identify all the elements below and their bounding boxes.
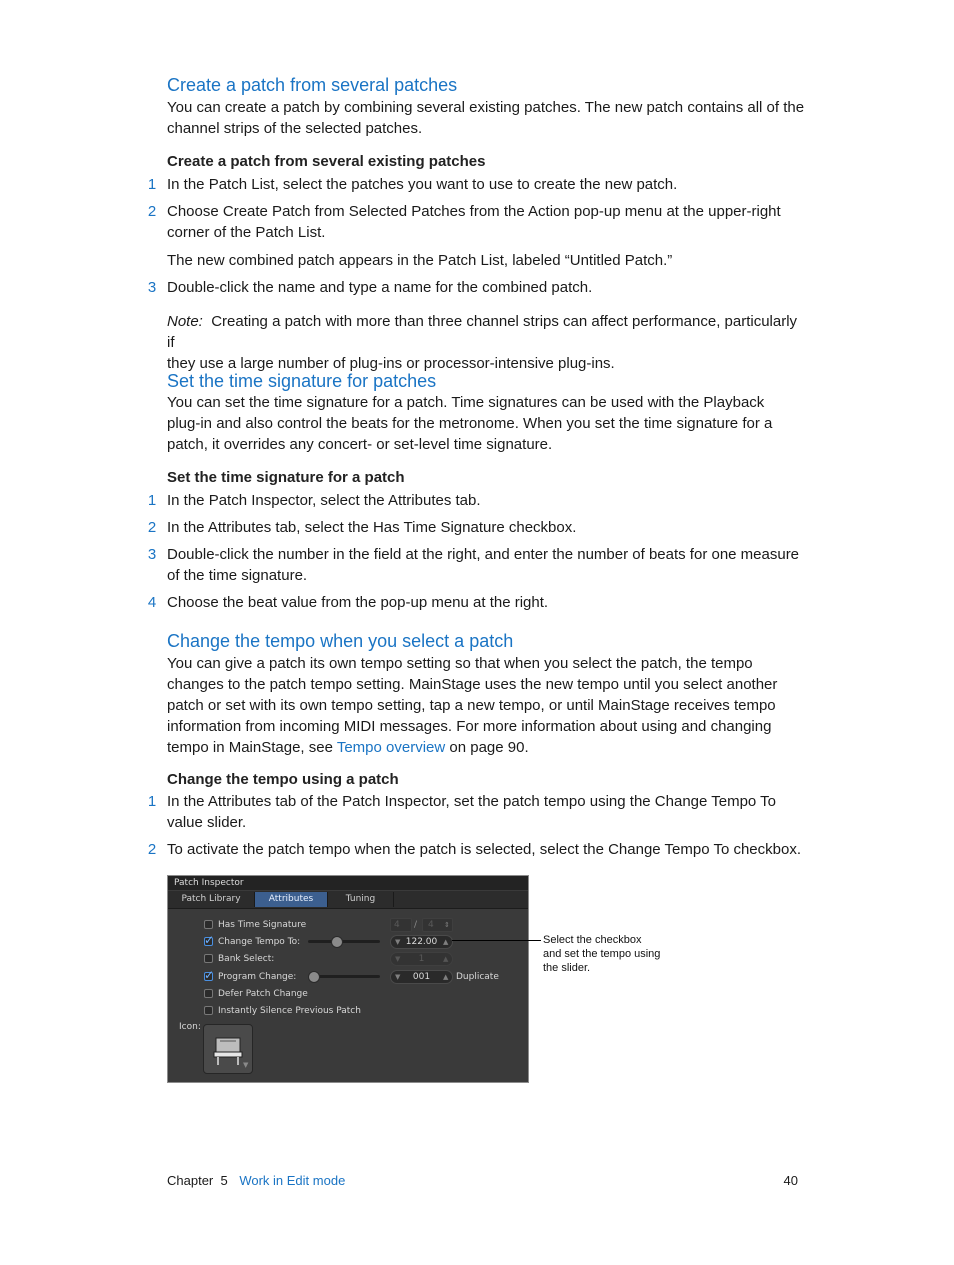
intro-paragraph: [167, 392, 807, 455]
increment-arrow-icon[interactable]: ▲: [443, 955, 449, 963]
tempo-value-field[interactable]: [390, 935, 453, 949]
tab-attributes[interactable]: Attributes: [255, 892, 328, 907]
chevron-down-icon: ▼: [243, 1061, 249, 1069]
step-number: 2: [147, 203, 157, 220]
tempo-slider[interactable]: [308, 940, 380, 943]
chapter-label: Chapter 5: [167, 1173, 228, 1188]
tempo-value: 122.00: [405, 937, 438, 947]
defer-patch-change-checkbox[interactable]: [204, 989, 213, 998]
change-tempo-label: Change Tempo To:: [218, 937, 301, 947]
program-value-field[interactable]: [390, 970, 453, 984]
ts-denominator-value: 4: [428, 920, 434, 930]
defer-patch-change-label: Defer Patch Change: [218, 989, 308, 999]
step-text: [167, 791, 807, 833]
instantly-silence-checkbox[interactable]: [204, 1006, 213, 1015]
instantly-silence-label: Instantly Silence Previous Patch: [218, 1006, 361, 1016]
step-number: 3: [147, 546, 157, 563]
program-slider-knob[interactable]: [308, 971, 320, 983]
inspector-tab-bar: [168, 891, 528, 909]
increment-arrow-icon[interactable]: ▲: [443, 938, 449, 946]
step-text-line: of the time signature.: [167, 567, 308, 584]
section-heading-change-tempo: Change the tempo when you select a patch: [167, 631, 514, 651]
has-time-signature-label: Has Time Signature: [218, 920, 307, 930]
inspector-title: Patch Inspector: [168, 876, 528, 890]
change-tempo-checkbox[interactable]: [204, 933, 215, 947]
decrement-arrow-icon[interactable]: ▼: [395, 973, 401, 981]
step-text-line: Choose Create Patch from Selected Patches from the Action pop-up menu at the upper-right: [167, 203, 781, 220]
step-result: The new combined patch appears in the Patch List, labeled “Untitled Patch.”: [167, 252, 673, 269]
step-text: Choose the beat value from the pop-up menu at the right.: [167, 594, 549, 611]
bank-select-checkbox[interactable]: [204, 954, 213, 963]
step-text-line: value slider.: [167, 814, 247, 831]
icon-label: Icon:: [179, 1022, 201, 1032]
task-title: Set the time signature for a patch: [167, 469, 405, 486]
patch-inspector-panel: [167, 875, 529, 1083]
note-label: Note:: [167, 313, 203, 330]
intro-paragraph: [167, 97, 807, 139]
bank-select-field[interactable]: [390, 952, 453, 966]
step-number: 1: [147, 176, 157, 193]
page-number: 40: [783, 1173, 798, 1188]
callout-line: Select the checkbox: [543, 934, 642, 946]
intro-line: information from incoming MIDI messages. For more information about using and changing: [167, 718, 772, 735]
chapter-link[interactable]: Work in Edit mode: [239, 1173, 346, 1188]
bank-value: 1: [418, 954, 425, 964]
intro-line: You can give a patch its own tempo setting so that when you select the patch, the tempo: [167, 655, 753, 672]
program-value: 001: [412, 972, 431, 982]
decrement-arrow-icon[interactable]: ▼: [395, 938, 401, 946]
intro-line: tempo in MainStage, see: [167, 739, 337, 756]
checkmark-icon: ✓: [204, 933, 215, 947]
step-number: 2: [147, 519, 157, 536]
step-number: 1: [147, 492, 157, 509]
ts-denominator-popup[interactable]: [422, 918, 453, 932]
step-text-line: Double-click the number in the field at the right, and enter the number of beats for one measure: [167, 546, 800, 563]
intro-line: channel strips of the selected patches.: [167, 120, 423, 137]
task-title: Create a patch from several existing patches: [167, 153, 486, 170]
footer-chapter: [167, 1172, 345, 1190]
task-title: Change the tempo using a patch: [167, 771, 399, 788]
intro-line: plug-in and also control the beats for the metronome. When you set the time signature for a: [167, 415, 773, 432]
step-text: To activate the patch tempo when the patch is selected, select the Change Tempo To checkbox.: [167, 841, 801, 858]
step-number: 2: [147, 841, 157, 858]
section-heading-create-patch: Create a patch from several patches: [167, 75, 458, 95]
tab-patch-library[interactable]: Patch Library: [168, 892, 255, 907]
step-number: 4: [147, 594, 157, 611]
ts-numerator-field[interactable]: 4: [390, 918, 412, 932]
duplicate-label: Duplicate: [456, 972, 499, 982]
step-text-line: In the Attributes tab of the Patch Inspector, set the patch tempo using the Change Tempo To: [167, 793, 777, 810]
increment-arrow-icon[interactable]: ▲: [443, 973, 449, 981]
bank-select-label: Bank Select:: [218, 954, 275, 964]
checkmark-icon: ✓: [204, 968, 215, 982]
note-text: Creating a patch with more than three channel strips can affect performance, particularly if: [167, 313, 798, 351]
step-text: In the Attributes tab, select the Has Time Signature checkbox.: [167, 519, 577, 536]
step-text: In the Patch Inspector, select the Attributes tab.: [167, 492, 481, 509]
tempo-slider-knob[interactable]: [331, 936, 343, 948]
patch-icon-picker[interactable]: [203, 1024, 253, 1074]
step-text: [167, 544, 807, 586]
decrement-arrow-icon[interactable]: ▼: [395, 955, 401, 963]
callout-text: [543, 933, 673, 975]
note-text: they use a large number of plug-ins or processor-intensive plug-ins.: [167, 355, 615, 372]
intro-paragraph: [167, 653, 807, 758]
callout-leader-line: [452, 940, 541, 941]
section-heading-time-signature: Set the time signature for patches: [167, 371, 437, 391]
intro-line: changes to the patch tempo setting. MainStage uses the new tempo until you select another: [167, 676, 778, 693]
program-change-checkbox[interactable]: [204, 968, 215, 982]
has-time-signature-checkbox[interactable]: [204, 920, 213, 929]
step-text: Double-click the name and type a name for the combined patch.: [167, 279, 593, 296]
program-change-label: Program Change:: [218, 972, 297, 982]
tempo-overview-link[interactable]: Tempo overview: [336, 739, 446, 756]
callout-line: and set the tempo using: [543, 948, 661, 960]
step-text: [167, 201, 807, 243]
step-text: In the Patch List, select the patches you want to use to create the new patch.: [167, 176, 678, 193]
intro-line: You can create a patch by combining several existing patches. The new patch contains all of the: [167, 99, 805, 116]
ts-slash: /: [414, 920, 418, 930]
intro-line: patch or set with its own tempo setting, tap a new tempo, or until MainStage receives tempo: [167, 697, 776, 714]
updown-arrow-icon: ⇕: [444, 921, 450, 929]
intro-line: on page 90.: [445, 739, 529, 756]
step-text-line: corner of the Patch List.: [167, 224, 326, 241]
note-paragraph: [167, 311, 807, 374]
intro-line: You can set the time signature for a patch. Time signatures can be used with the Playback: [167, 394, 765, 411]
intro-line: patch, it overrides any concert- or set-level time signature.: [167, 436, 553, 453]
tab-tuning[interactable]: Tuning: [328, 892, 394, 907]
step-number: 1: [147, 793, 157, 810]
callout-line: the slider.: [543, 962, 591, 974]
step-number: 3: [147, 279, 157, 296]
